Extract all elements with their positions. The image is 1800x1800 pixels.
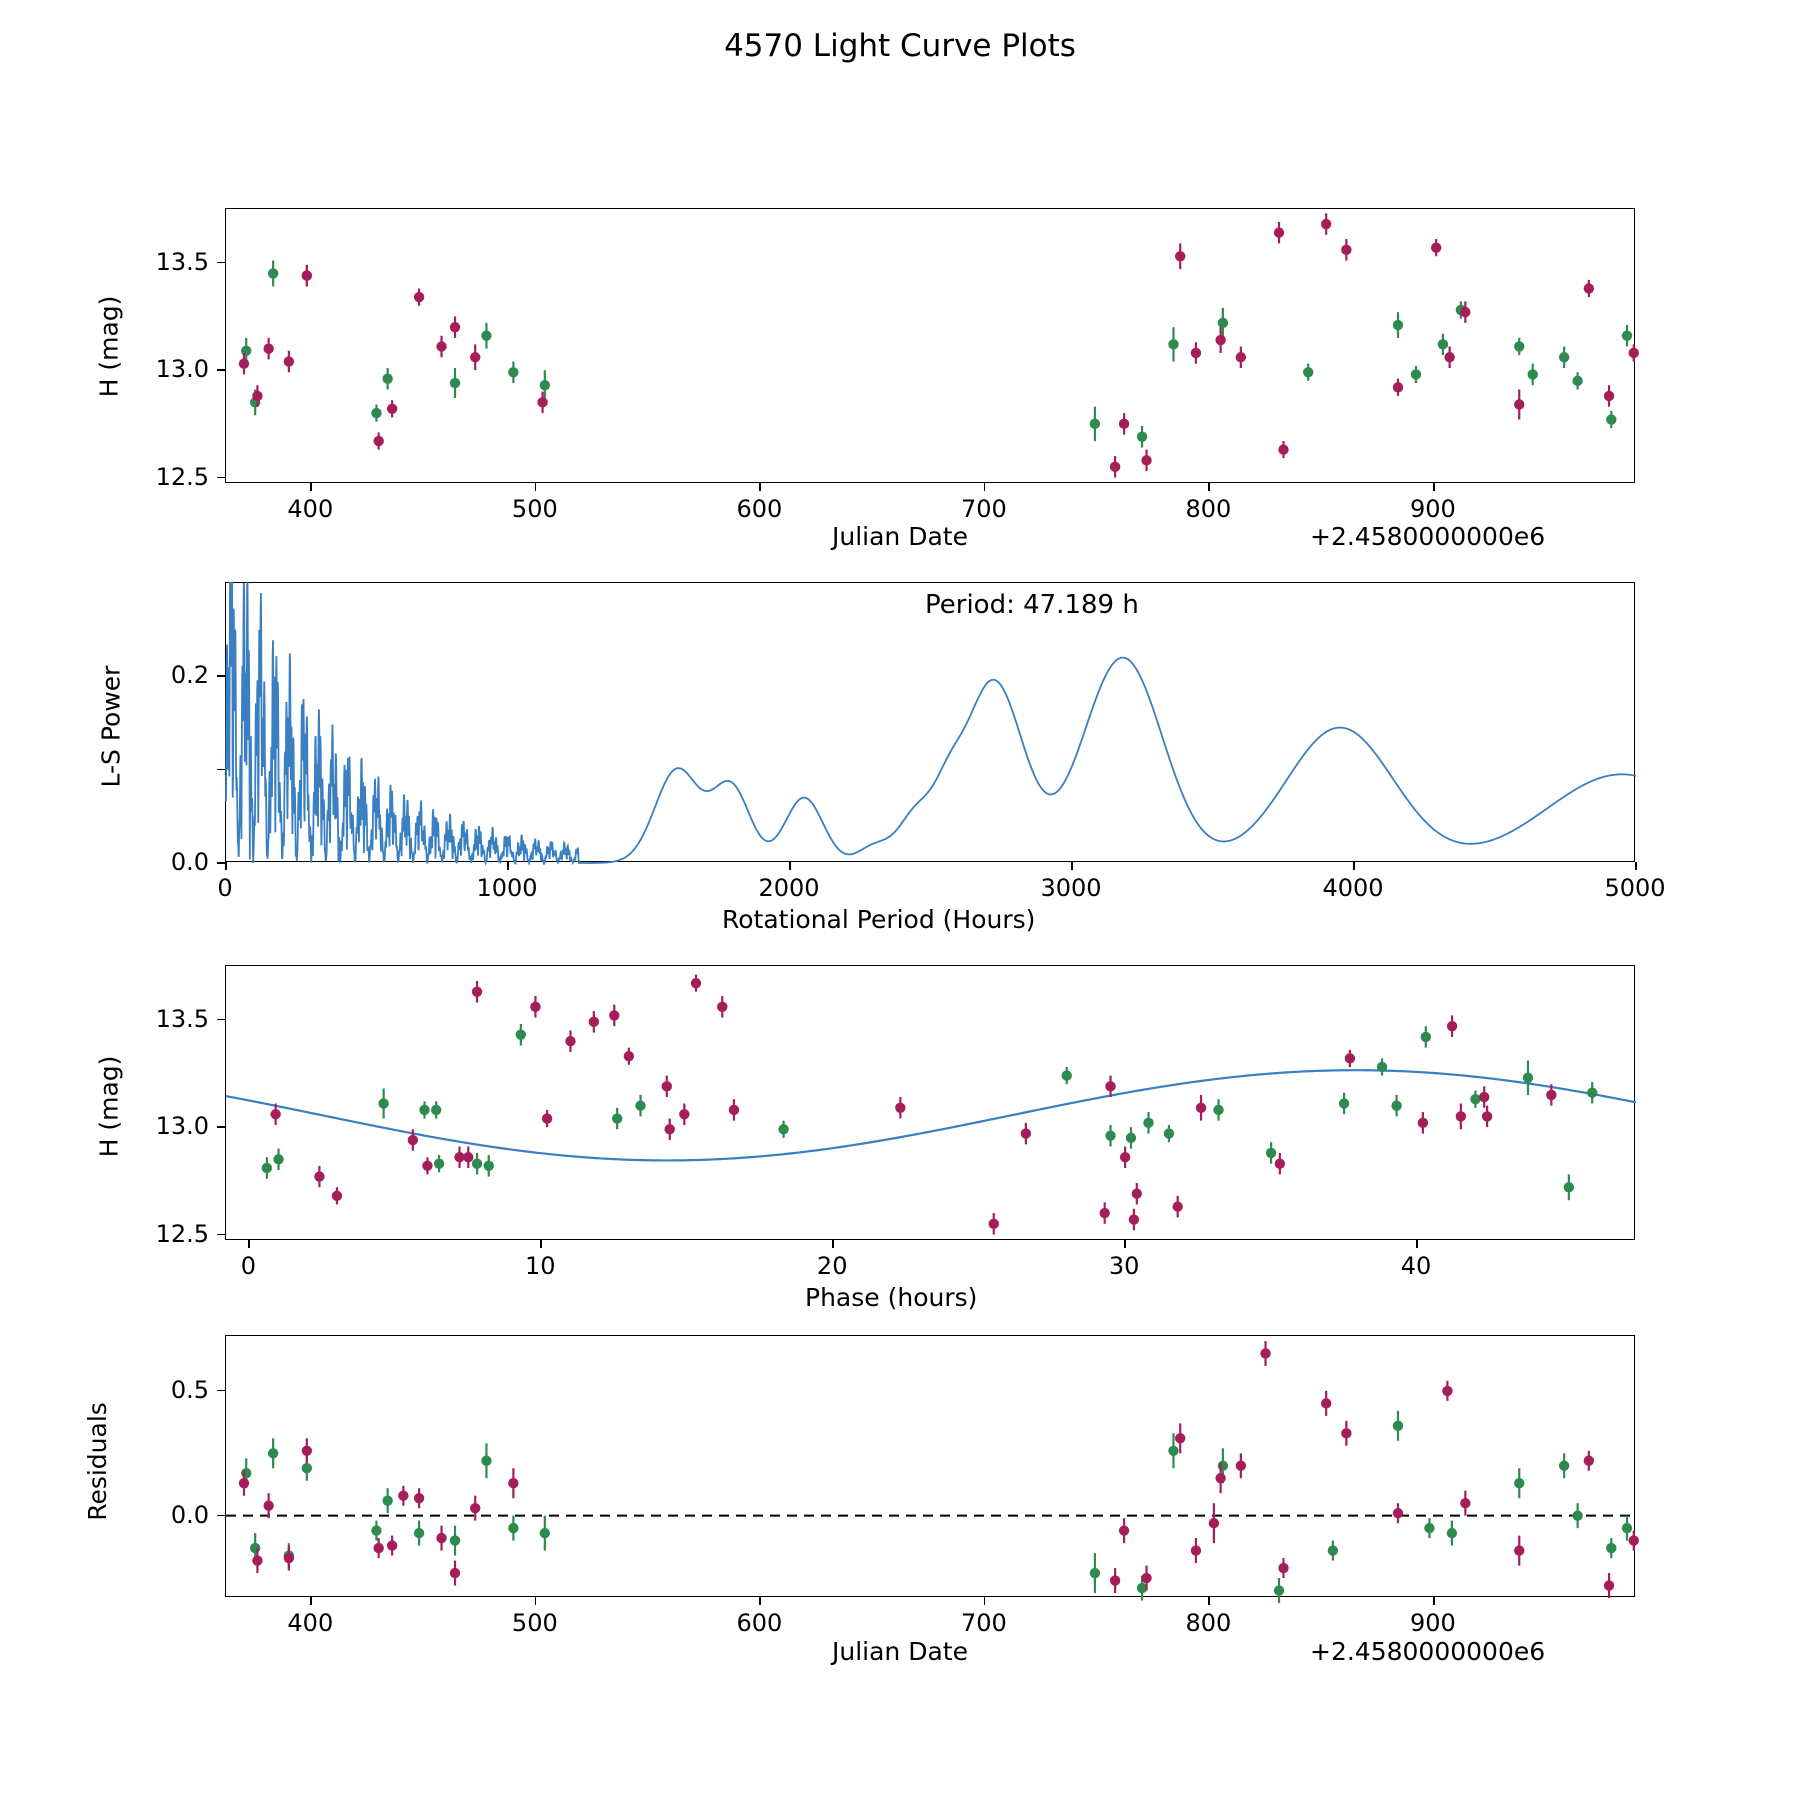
x-tick-label: 500 <box>511 1609 558 1637</box>
x-tick-label: 1000 <box>476 874 538 902</box>
x-tickmark <box>507 862 509 870</box>
y-tick-label: 12.5 <box>155 462 209 491</box>
x-tick-label: 400 <box>287 495 334 523</box>
x-tick-label: 0 <box>217 874 233 902</box>
x-tickmark <box>248 1240 250 1248</box>
y-tickmark <box>217 1515 225 1517</box>
x-tick-label: 20 <box>816 1252 848 1280</box>
x-tickmark <box>984 1597 986 1605</box>
phase-folded-plot <box>226 966 1636 1241</box>
figure-title: 4570 Light Curve Plots <box>724 28 1076 64</box>
x-tick-label: 600 <box>736 495 783 523</box>
panel3-xlabel: Phase (hours) <box>805 1283 978 1312</box>
x-tick-label: 4000 <box>1322 874 1384 902</box>
y-tick-label: 13.0 <box>155 355 209 384</box>
y-tickmark <box>217 862 225 864</box>
x-tick-label: 700 <box>960 1609 1007 1637</box>
y-tick-label: 12.5 <box>155 1219 209 1248</box>
x-tick-label: 600 <box>736 1609 783 1637</box>
panel3-ylabel: H (mag) <box>94 1055 124 1158</box>
x-tickmark <box>984 483 986 491</box>
y-tickmark <box>217 1390 225 1392</box>
periodogram-plot <box>226 583 1636 863</box>
x-tickmark <box>759 1597 761 1605</box>
y-tickmark <box>217 262 225 264</box>
x-tickmark <box>832 1240 834 1248</box>
x-tickmark <box>1416 1240 1418 1248</box>
y-tick-label: 13.0 <box>155 1112 209 1141</box>
y-tick-label: 13.5 <box>155 1004 209 1033</box>
x-tickmark <box>1208 1597 1210 1605</box>
x-tickmark <box>540 1240 542 1248</box>
y-tickmark <box>217 675 225 677</box>
y-tick-label: 0.5 <box>170 1375 209 1404</box>
y-tickmark <box>217 369 225 371</box>
panel1-xlabel: Julian Date <box>832 522 968 551</box>
x-tickmark <box>310 483 312 491</box>
x-tick-label: 5000 <box>1604 874 1666 902</box>
y-tickmark <box>217 1019 225 1021</box>
x-tickmark <box>1071 862 1073 870</box>
x-tick-label: 900 <box>1410 1609 1456 1637</box>
x-tickmark <box>1433 483 1435 491</box>
x-tickmark <box>1208 483 1210 491</box>
x-tick-label: 800 <box>1185 1609 1232 1637</box>
y-tickmark <box>217 769 225 771</box>
x-tickmark <box>535 1597 537 1605</box>
y-tickmark <box>217 1234 225 1236</box>
x-tick-label: 2000 <box>758 874 820 902</box>
x-tickmark <box>225 862 227 870</box>
panel-phase-folded <box>225 965 1635 1240</box>
x-tick-label: 40 <box>1400 1252 1432 1280</box>
panel-residuals <box>225 1335 1635 1597</box>
y-tick-label: 0.0 <box>170 1500 209 1529</box>
x-tickmark <box>789 862 791 870</box>
panel4-ylabel: Residuals <box>82 1402 112 1521</box>
panel1-ylabel: H (mag) <box>94 295 124 398</box>
x-tick-label: 500 <box>511 495 558 523</box>
lightcurve-time-plot <box>226 209 1636 484</box>
x-tickmark <box>535 483 537 491</box>
y-tick-label: 0.0 <box>170 848 209 876</box>
y-tickmark <box>217 1126 225 1128</box>
x-tick-label: 0 <box>240 1252 256 1280</box>
y-tick-label: 13.5 <box>155 247 209 276</box>
x-tickmark <box>1353 862 1355 870</box>
x-tickmark <box>310 1597 312 1605</box>
x-tickmark <box>1635 862 1637 870</box>
y-tick-label: 0.2 <box>170 661 209 690</box>
panel4-xlabel: Julian Date <box>832 1637 968 1666</box>
x-tickmark <box>1124 1240 1126 1248</box>
residuals-plot <box>226 1336 1636 1598</box>
x-tickmark <box>759 483 761 491</box>
x-tick-label: 30 <box>1108 1252 1140 1280</box>
panel4-x-offset: +2.4580000000e6 <box>1310 1637 1546 1666</box>
panel-periodogram <box>225 582 1635 862</box>
panel-lightcurve-time <box>225 208 1635 483</box>
x-tick-label: 900 <box>1410 495 1456 523</box>
panel2-ylabel: L-S Power <box>96 665 126 788</box>
x-tick-label: 400 <box>287 1609 334 1637</box>
panel1-x-offset: +2.4580000000e6 <box>1310 522 1546 551</box>
x-tickmark <box>1433 1597 1435 1605</box>
y-tickmark <box>217 477 225 479</box>
x-tick-label: 700 <box>960 495 1007 523</box>
x-tick-label: 10 <box>524 1252 556 1280</box>
x-tick-label: 3000 <box>1040 874 1102 902</box>
panel2-xlabel: Rotational Period (Hours) <box>722 905 1036 934</box>
x-tick-label: 800 <box>1185 495 1232 523</box>
period-annotation: Period: 47.189 h <box>925 590 1139 620</box>
